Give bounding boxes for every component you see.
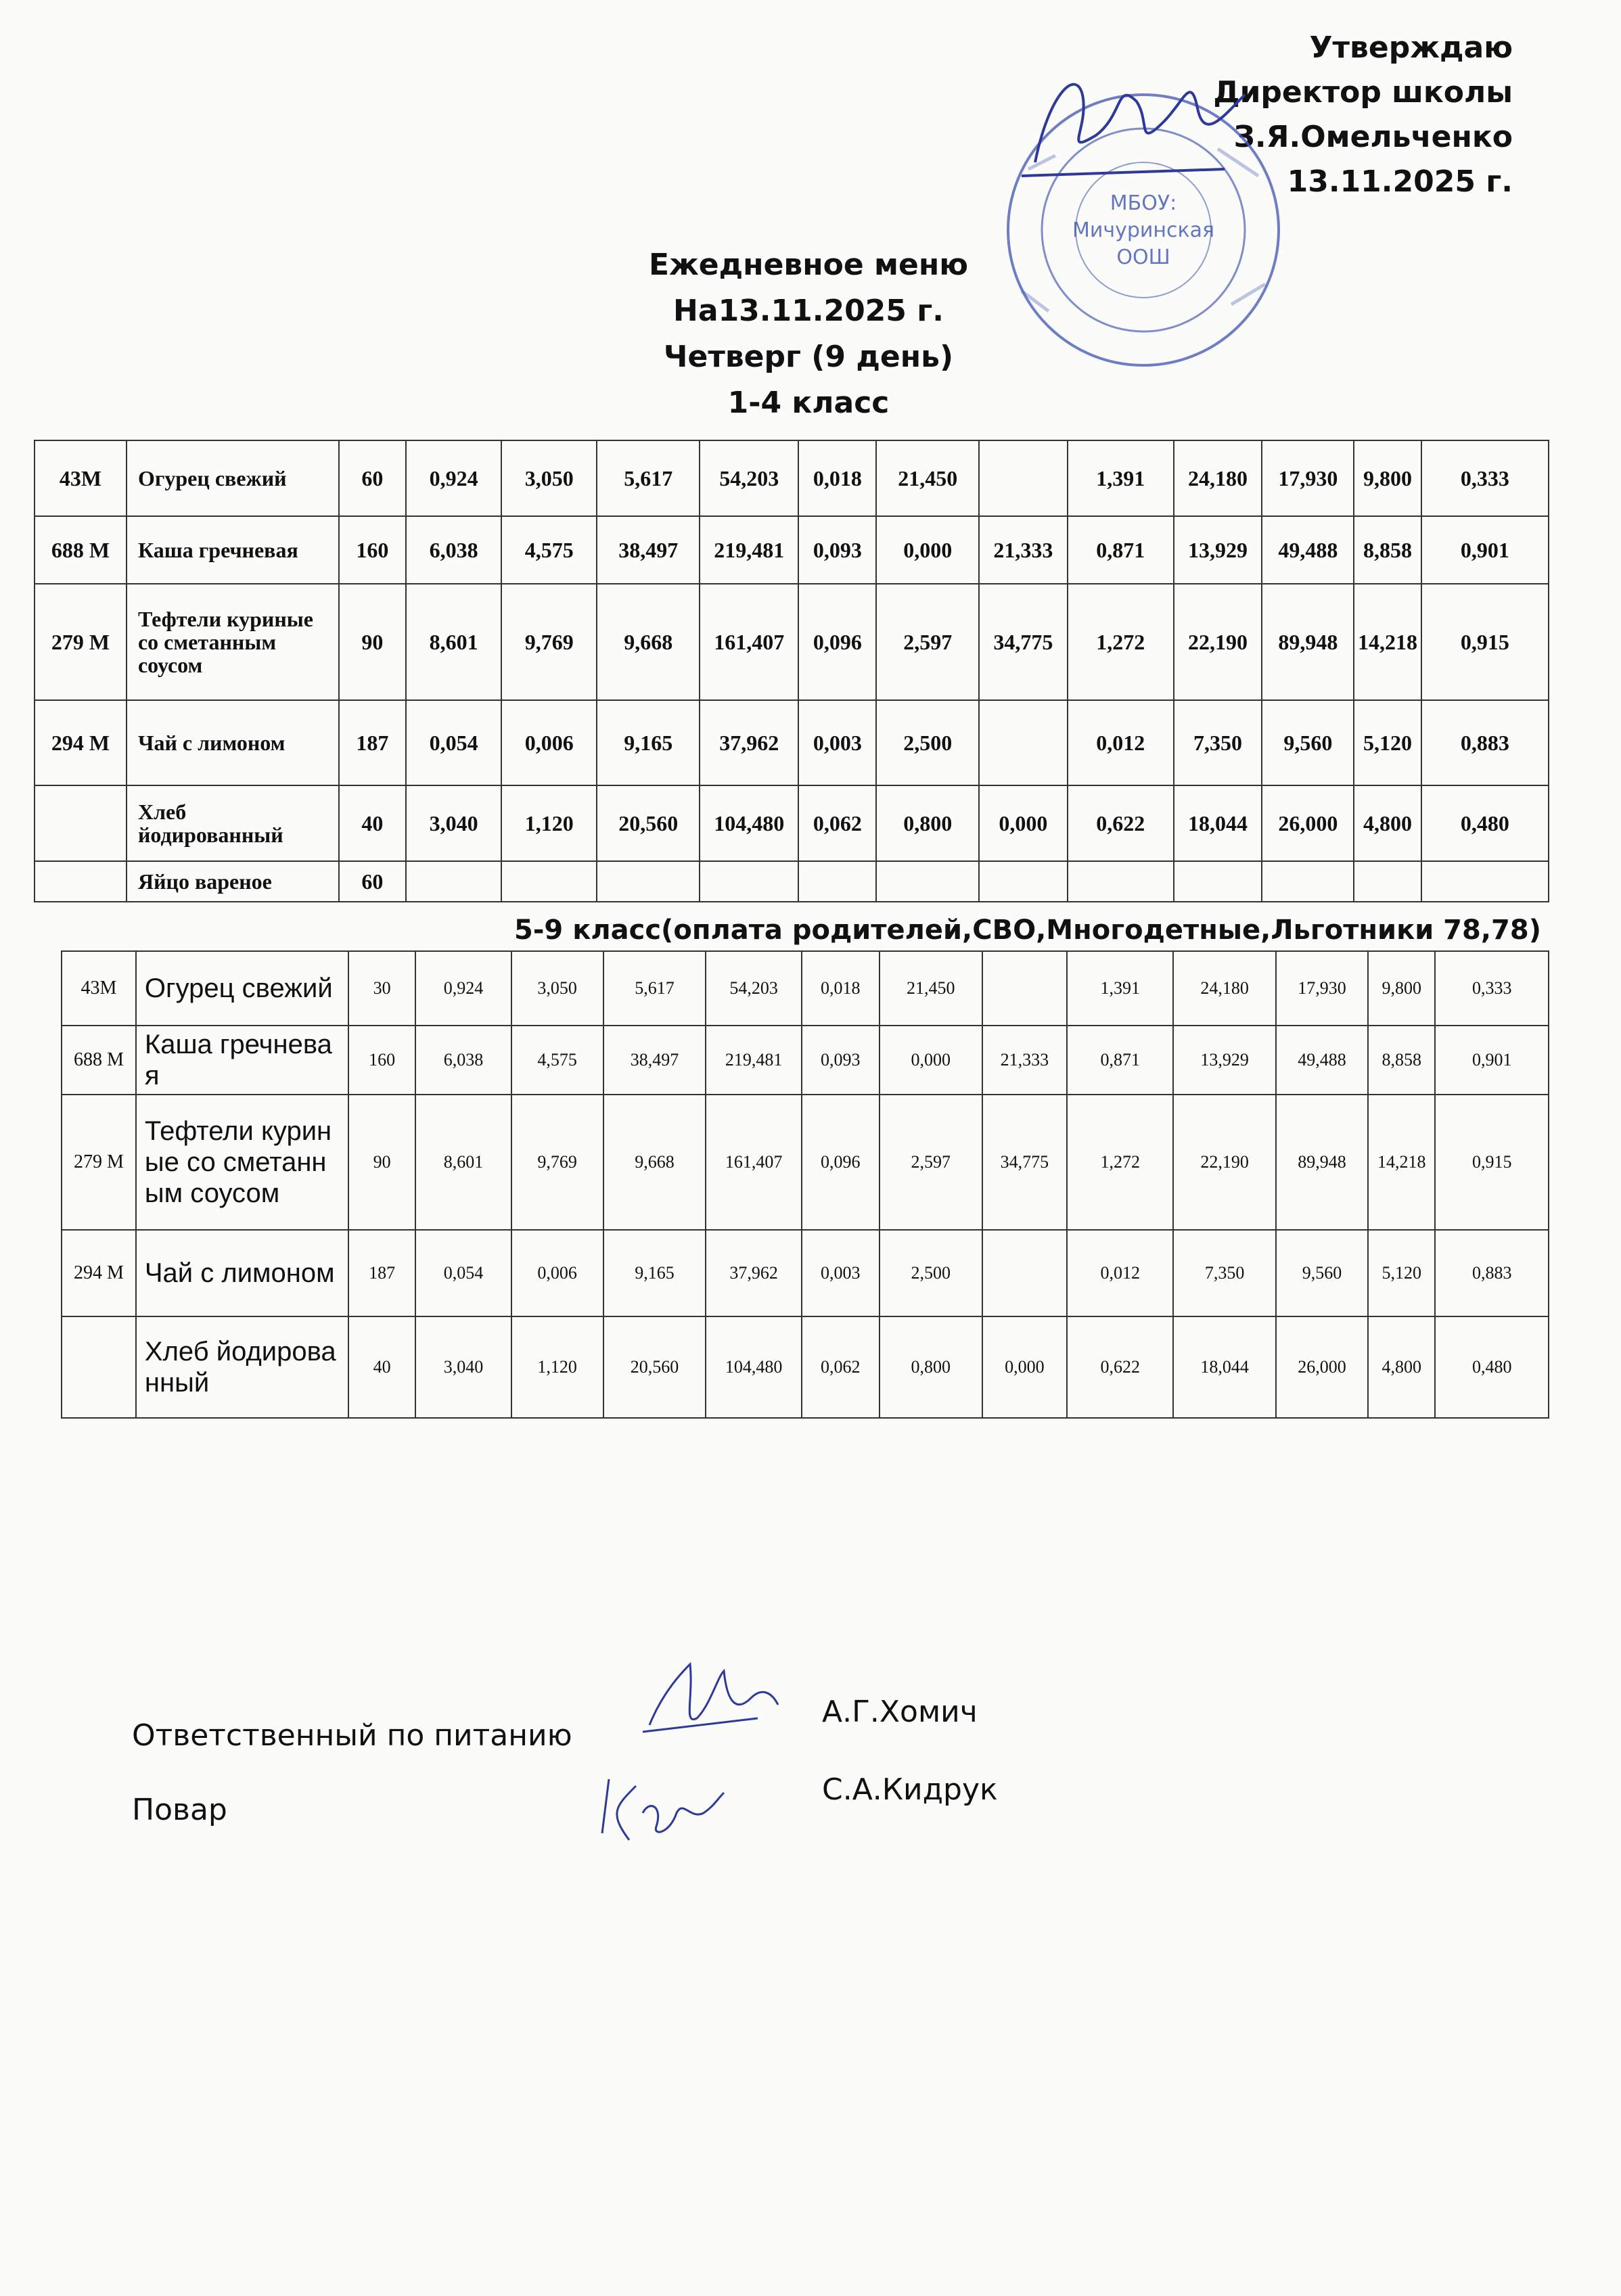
- footer-role-2: Повар: [132, 1793, 227, 1827]
- table-cell: 0,096: [798, 584, 876, 700]
- table-cell: 9,668: [603, 1095, 706, 1230]
- table-cell: 4,800: [1368, 1316, 1435, 1418]
- table-cell: 22,190: [1174, 584, 1262, 700]
- table-cell: 0,901: [1421, 516, 1549, 584]
- dish-name: Тефтели куриные со сметанным соусом: [136, 1095, 348, 1230]
- dish-code: 688 М: [35, 516, 127, 584]
- table-cell: 6,038: [406, 516, 501, 584]
- table-cell: 4,800: [1354, 785, 1421, 861]
- table-cell: 5,617: [603, 951, 706, 1026]
- table-cell: 0,800: [880, 1316, 982, 1418]
- table-cell: 0,018: [802, 951, 880, 1026]
- table-cell: 9,769: [501, 584, 597, 700]
- dish-name: Чай с лимоном: [136, 1230, 348, 1316]
- table-cell: 0,333: [1435, 951, 1549, 1026]
- table-cell: 30: [348, 951, 415, 1026]
- table-cell: 40: [339, 785, 406, 861]
- table-cell: 21,333: [982, 1026, 1068, 1095]
- table-cell: 34,775: [979, 584, 1068, 700]
- table-cell: [979, 440, 1068, 516]
- table-cell: 0,800: [876, 785, 979, 861]
- grade-5-9-subtitle: 5-9 класс(оплата родителей,СВО,Многодетные,Льготники 78,78): [514, 915, 1541, 946]
- dish-name: Тефтели куриные со сметанным соусом: [127, 584, 339, 700]
- table-row: [35, 785, 1549, 861]
- table-cell: 38,497: [597, 516, 700, 584]
- table-row: [35, 700, 1549, 785]
- stamp-text-3: ООШ: [1116, 246, 1170, 269]
- table-row: [62, 1095, 1549, 1230]
- table-cell: 24,180: [1174, 440, 1262, 516]
- title-line-2: На13.11.2025 г.: [673, 294, 944, 328]
- table-cell: 8,601: [406, 584, 501, 700]
- table-cell: 17,930: [1262, 440, 1354, 516]
- table-cell: 1,391: [1067, 951, 1173, 1026]
- table-cell: 24,180: [1173, 951, 1276, 1026]
- table-cell: 104,480: [706, 1316, 801, 1418]
- table-cell: [700, 861, 798, 902]
- dish-code: [35, 861, 127, 902]
- table-cell: 0,622: [1067, 1316, 1173, 1418]
- table-cell: 21,450: [880, 951, 982, 1026]
- table-cell: 9,560: [1276, 1230, 1368, 1316]
- dish-name: Огурец свежий: [127, 440, 339, 516]
- dish-name: Чай с лимоном: [127, 700, 339, 785]
- table-cell: 90: [348, 1095, 415, 1230]
- title-line-4: 1-4 класс: [727, 386, 890, 420]
- table-cell: 18,044: [1174, 785, 1262, 861]
- stamp-text-2: Мичуринская: [1072, 219, 1215, 242]
- table-cell: 14,218: [1354, 584, 1421, 700]
- table-cell: 9,165: [603, 1230, 706, 1316]
- table-cell: 0,883: [1435, 1230, 1549, 1316]
- table-cell: 9,800: [1368, 951, 1435, 1026]
- table-cell: 60: [339, 861, 406, 902]
- table-cell: 21,333: [979, 516, 1068, 584]
- table-cell: 38,497: [603, 1026, 706, 1095]
- dish-code: 43М: [62, 951, 136, 1026]
- table-cell: 7,350: [1173, 1230, 1276, 1316]
- table-cell: 0,003: [798, 700, 876, 785]
- table-cell: 1,272: [1067, 1095, 1173, 1230]
- table-cell: 1,272: [1068, 584, 1174, 700]
- table-cell: 54,203: [700, 440, 798, 516]
- table-cell: 0,000: [876, 516, 979, 584]
- table-cell: 1,120: [511, 1316, 603, 1418]
- table-row: [35, 861, 1549, 902]
- table-cell: 60: [339, 440, 406, 516]
- table-cell: [1262, 861, 1354, 902]
- table-cell: 40: [348, 1316, 415, 1418]
- table-row: [62, 1316, 1549, 1418]
- table-cell: 9,668: [597, 584, 700, 700]
- approval-line-3: З.Я.Омельченко: [1233, 120, 1513, 154]
- footer-role-1: Ответственный по питанию: [132, 1718, 572, 1753]
- table-row: [62, 1230, 1549, 1316]
- table-cell: 0,480: [1421, 785, 1549, 861]
- table-cell: 0,333: [1421, 440, 1549, 516]
- table-cell: 5,617: [597, 440, 700, 516]
- table-cell: 0,480: [1435, 1316, 1549, 1418]
- table-cell: 54,203: [706, 951, 801, 1026]
- table-cell: 0,093: [802, 1026, 880, 1095]
- table-cell: 9,769: [511, 1095, 603, 1230]
- cook-signature: [589, 1759, 744, 1854]
- table-cell: 0,924: [406, 440, 501, 516]
- stamp-text-1: МБОУ:: [1110, 191, 1177, 215]
- table-cell: 161,407: [700, 584, 798, 700]
- table-cell: 14,218: [1368, 1095, 1435, 1230]
- table-cell: 20,560: [597, 785, 700, 861]
- table-cell: 0,018: [798, 440, 876, 516]
- table-cell: 0,871: [1067, 1026, 1173, 1095]
- table-cell: 2,500: [880, 1230, 982, 1316]
- table-cell: 2,597: [880, 1095, 982, 1230]
- table-cell: 6,038: [415, 1026, 511, 1095]
- table-cell: 2,500: [876, 700, 979, 785]
- table-cell: 0,093: [798, 516, 876, 584]
- table-cell: [406, 861, 501, 902]
- table-cell: 104,480: [700, 785, 798, 861]
- table-cell: 187: [339, 700, 406, 785]
- table-cell: [1068, 861, 1174, 902]
- table-cell: 160: [348, 1026, 415, 1095]
- footer-name-2: С.А.Кидрук: [822, 1772, 998, 1807]
- dish-name: Хлеб йодированный: [127, 785, 339, 861]
- table-cell: 5,120: [1354, 700, 1421, 785]
- table-row: [62, 1026, 1549, 1095]
- table-cell: 8,601: [415, 1095, 511, 1230]
- table-cell: 219,481: [706, 1026, 801, 1095]
- table-cell: 2,597: [876, 584, 979, 700]
- table-cell: 0,006: [501, 700, 597, 785]
- footer-name-1: А.Г.Хомич: [822, 1695, 978, 1729]
- table-cell: 0,062: [802, 1316, 880, 1418]
- nutrition-manager-signature: [636, 1651, 792, 1752]
- dish-code: 279 М: [62, 1095, 136, 1230]
- table-cell: 8,858: [1354, 516, 1421, 584]
- table-cell: 3,050: [501, 440, 597, 516]
- table-cell: [597, 861, 700, 902]
- menu-table-grade-1-4: [34, 440, 1549, 902]
- table-cell: 1,120: [501, 785, 597, 861]
- table-cell: 4,575: [511, 1026, 603, 1095]
- table-cell: [979, 700, 1068, 785]
- table-cell: 4,575: [501, 516, 597, 584]
- table-cell: [1174, 861, 1262, 902]
- table-row: [35, 440, 1549, 516]
- table-cell: [982, 1230, 1068, 1316]
- table-cell: 9,165: [597, 700, 700, 785]
- approval-line-2: Директор школы: [1213, 75, 1513, 110]
- table-cell: 3,050: [511, 951, 603, 1026]
- table-row: [35, 516, 1549, 584]
- dish-code: 43М: [35, 440, 127, 516]
- dish-code: [62, 1316, 136, 1418]
- table-cell: 0,883: [1421, 700, 1549, 785]
- table-cell: [1354, 861, 1421, 902]
- table-cell: 1,391: [1068, 440, 1174, 516]
- table-cell: 20,560: [603, 1316, 706, 1418]
- table-cell: 90: [339, 584, 406, 700]
- table-cell: 0,915: [1435, 1095, 1549, 1230]
- table-cell: 9,560: [1262, 700, 1354, 785]
- table-cell: [979, 861, 1068, 902]
- table-cell: 13,929: [1174, 516, 1262, 584]
- table-cell: 26,000: [1262, 785, 1354, 861]
- table-cell: 21,450: [876, 440, 979, 516]
- dish-code: 688 М: [62, 1026, 136, 1095]
- table-cell: 0,054: [415, 1230, 511, 1316]
- table-row: [62, 951, 1549, 1026]
- table-cell: 0,096: [802, 1095, 880, 1230]
- dish-code: 279 М: [35, 584, 127, 700]
- table-cell: 0,054: [406, 700, 501, 785]
- table-cell: 219,481: [700, 516, 798, 584]
- table-cell: 5,120: [1368, 1230, 1435, 1316]
- table-cell: 0,622: [1068, 785, 1174, 861]
- table-cell: 0,901: [1435, 1026, 1549, 1095]
- table-cell: 0,003: [802, 1230, 880, 1316]
- table-cell: 0,000: [979, 785, 1068, 861]
- approval-line-1: Утверждаю: [1309, 30, 1513, 65]
- table-cell: [501, 861, 597, 902]
- table-cell: 26,000: [1276, 1316, 1368, 1418]
- table-cell: 7,350: [1174, 700, 1262, 785]
- table-cell: [798, 861, 876, 902]
- menu-title: [609, 242, 1008, 426]
- table-cell: 89,948: [1276, 1095, 1368, 1230]
- table-cell: 160: [339, 516, 406, 584]
- table-row: [35, 584, 1549, 700]
- table-cell: 0,012: [1068, 700, 1174, 785]
- table-cell: 3,040: [406, 785, 501, 861]
- table-cell: 22,190: [1173, 1095, 1276, 1230]
- table-cell: 49,488: [1262, 516, 1354, 584]
- table-cell: 0,915: [1421, 584, 1549, 700]
- table-cell: 17,930: [1276, 951, 1368, 1026]
- table-cell: 13,929: [1173, 1026, 1276, 1095]
- table-cell: 0,062: [798, 785, 876, 861]
- table-cell: 0,000: [880, 1026, 982, 1095]
- table-cell: [982, 951, 1068, 1026]
- table-cell: 8,858: [1368, 1026, 1435, 1095]
- dish-name: Огурец свежий: [136, 951, 348, 1026]
- dish-name: Каша гречневая: [136, 1026, 348, 1095]
- title-line-1: Ежедневное меню: [648, 248, 969, 282]
- dish-code: [35, 785, 127, 861]
- table-cell: 9,800: [1354, 440, 1421, 516]
- table-cell: 89,948: [1262, 584, 1354, 700]
- dish-name: Хлеб йодированный: [136, 1316, 348, 1418]
- table-cell: 187: [348, 1230, 415, 1316]
- dish-name: Каша гречневая: [127, 516, 339, 584]
- table-cell: 18,044: [1173, 1316, 1276, 1418]
- dish-code: 294 М: [62, 1230, 136, 1316]
- title-line-3: Четверг (9 день): [663, 340, 954, 374]
- table-cell: 34,775: [982, 1095, 1068, 1230]
- approval-line-4: 13.11.2025 г.: [1287, 164, 1513, 199]
- table-cell: 3,040: [415, 1316, 511, 1418]
- table-cell: 0,012: [1067, 1230, 1173, 1316]
- table-cell: 161,407: [706, 1095, 801, 1230]
- director-signature: [1022, 54, 1306, 189]
- menu-table-grade-5-9: [61, 950, 1549, 1419]
- table-cell: 0,006: [511, 1230, 603, 1316]
- table-cell: 37,962: [700, 700, 798, 785]
- table-cell: 37,962: [706, 1230, 801, 1316]
- dish-name: Яйцо вареное: [127, 861, 339, 902]
- table-cell: 0,871: [1068, 516, 1174, 584]
- table-cell: [876, 861, 979, 902]
- table-cell: 49,488: [1276, 1026, 1368, 1095]
- table-cell: 0,924: [415, 951, 511, 1026]
- table-cell: 0,000: [982, 1316, 1068, 1418]
- table-cell: [1421, 861, 1549, 902]
- dish-code: 294 М: [35, 700, 127, 785]
